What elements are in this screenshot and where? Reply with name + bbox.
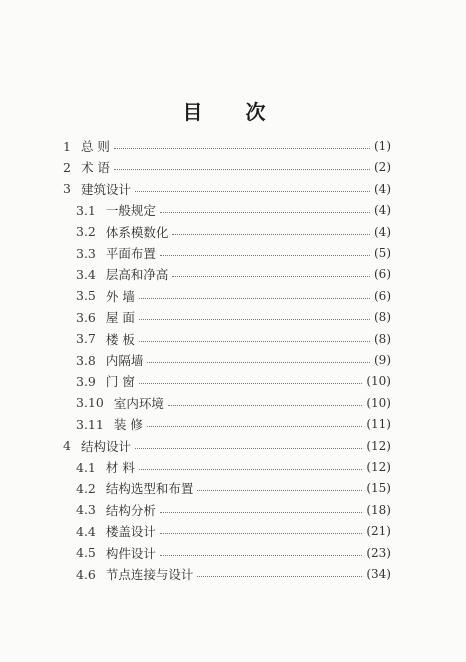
toc-entry-page: (12) [366,438,391,453]
toc-entry[interactable] [76,201,391,219]
toc-entry-label: 外 墙 [105,288,135,304]
toc-entry[interactable] [76,372,391,390]
toc-dot-leader [160,511,362,513]
toc-entry-page: (34) [366,567,391,581]
toc-entry-page: (9) [374,353,391,367]
toc-entry[interactable] [63,158,391,176]
toc-entry-label: 门 窗 [105,374,135,390]
toc-entry-number: 3.11 [76,416,104,432]
toc-entry[interactable] [76,287,391,305]
toc-entry-label: 楼 板 [105,331,135,347]
toc-entry-page: (10) [366,374,391,389]
toc-dot-leader [197,489,362,491]
toc-entry-label: 内隔墙 [105,353,144,368]
toc-entry-page: (4) [374,224,391,239]
toc-entry[interactable] [76,223,391,241]
toc-dot-leader [172,275,370,277]
toc-dot-leader [160,554,362,556]
toc-entry-page: (2) [374,160,391,175]
toc-entry-number: 4.3 [76,502,96,518]
toc-entry-label: 结构设计 [80,438,131,454]
toc-entry-page: (18) [366,502,391,517]
toc-entry-number: 3.1 [76,202,96,218]
toc-entry-number: 1 [63,138,71,154]
toc-entry-number: 3.4 [76,266,96,282]
toc-entry[interactable] [63,180,391,198]
toc-entry[interactable] [76,522,391,540]
toc-entry-number: 3 [63,181,71,197]
toc-dot-leader [114,168,370,170]
toc-dot-leader [139,468,362,470]
toc-entry-number: 3.2 [76,224,96,240]
toc-entry-number: 3.5 [76,288,96,304]
toc-entry-page: (4) [374,181,391,196]
toc-entry[interactable] [76,265,391,283]
toc-dot-leader [139,297,370,299]
toc-dot-leader [160,254,370,256]
toc-dot-leader [135,190,370,192]
toc-dot-leader [172,233,370,235]
toc-entry-label: 室内环境 [113,395,164,411]
toc-entry-page: (4) [374,203,391,218]
toc-dot-leader [114,147,370,149]
toc-entry[interactable] [63,137,391,155]
toc-entry-label: 楼盖设计 [105,524,156,540]
toc-dot-leader [160,532,362,534]
toc-entry[interactable] [76,394,391,412]
toc-entry-label: 术 语 [80,160,110,176]
toc-entry-page: (12) [366,460,391,474]
toc-entry[interactable] [76,308,391,326]
toc-entry-number: 4.2 [76,480,96,496]
toc-entry-page: (8) [374,310,391,325]
toc-entry[interactable] [76,501,391,519]
toc-entry-number: 4.6 [76,566,96,582]
toc-title: 目 次 [182,100,284,124]
toc-entry-label: 建筑设计 [80,181,131,197]
toc-entry-number: 3.7 [76,331,96,347]
toc-entry-page: (5) [374,246,391,260]
toc-entry-label: 材 料 [105,460,135,475]
toc-entry[interactable] [76,544,391,562]
toc-entry[interactable] [76,479,391,497]
toc-dot-leader [139,318,370,320]
toc-entry-number: 4.1 [76,459,96,475]
toc-dot-leader [139,340,370,342]
toc-entry-number: 3.8 [76,352,96,368]
toc-entry-label: 一般规定 [105,203,156,219]
toc-entry-label: 总 则 [80,139,110,154]
toc-entry-label: 结构选型和布置 [105,481,194,497]
toc-entry-page: (6) [374,267,391,282]
toc-entry-page: (6) [374,288,391,303]
toc-entry[interactable] [76,565,391,583]
toc-entry-label: 层高和净高 [105,267,169,283]
toc-entry-page: (1) [374,139,391,153]
toc-entry[interactable] [76,330,391,348]
toc-entry-label: 屋 面 [105,310,135,326]
toc-entry[interactable] [76,415,391,433]
toc-dot-leader [147,361,370,363]
toc-entry[interactable] [76,244,391,262]
toc-dot-leader [147,425,363,427]
toc-entry[interactable] [76,351,391,369]
toc-dot-leader [168,404,363,406]
toc-entry-label: 体系模数化 [105,224,169,240]
toc-entry-number: 3.10 [76,395,104,411]
toc-entry[interactable] [76,458,391,476]
toc-entry-number: 4 [63,438,71,454]
toc-entry-page: (23) [366,545,391,560]
toc-entry-number: 3.3 [76,245,96,261]
toc-entry-page: (21) [366,524,391,539]
toc-entry-page: (8) [374,331,391,346]
toc-entry[interactable] [63,437,391,455]
toc-dot-leader [135,447,362,449]
toc-dot-leader [139,382,362,384]
toc-dot-leader [160,211,370,213]
toc-entry-page: (10) [366,395,391,410]
toc-entry-number: 3.6 [76,309,96,325]
toc-entry-page: (11) [366,417,391,432]
toc-entry-label: 节点连接与设计 [105,567,194,582]
toc-entry-label: 结构分析 [105,502,156,518]
toc-entry-number: 2 [63,159,71,175]
toc-entry-label: 构件设计 [105,545,156,561]
toc-entry-number: 3.9 [76,373,96,389]
toc-entry-page: (15) [366,481,391,496]
toc-entry-label: 装 修 [113,417,143,433]
toc-entry-label: 平面布置 [105,246,156,261]
toc-entry-number: 4.5 [76,545,96,561]
toc-entry-number: 4.4 [76,523,96,539]
toc-dot-leader [197,575,362,577]
